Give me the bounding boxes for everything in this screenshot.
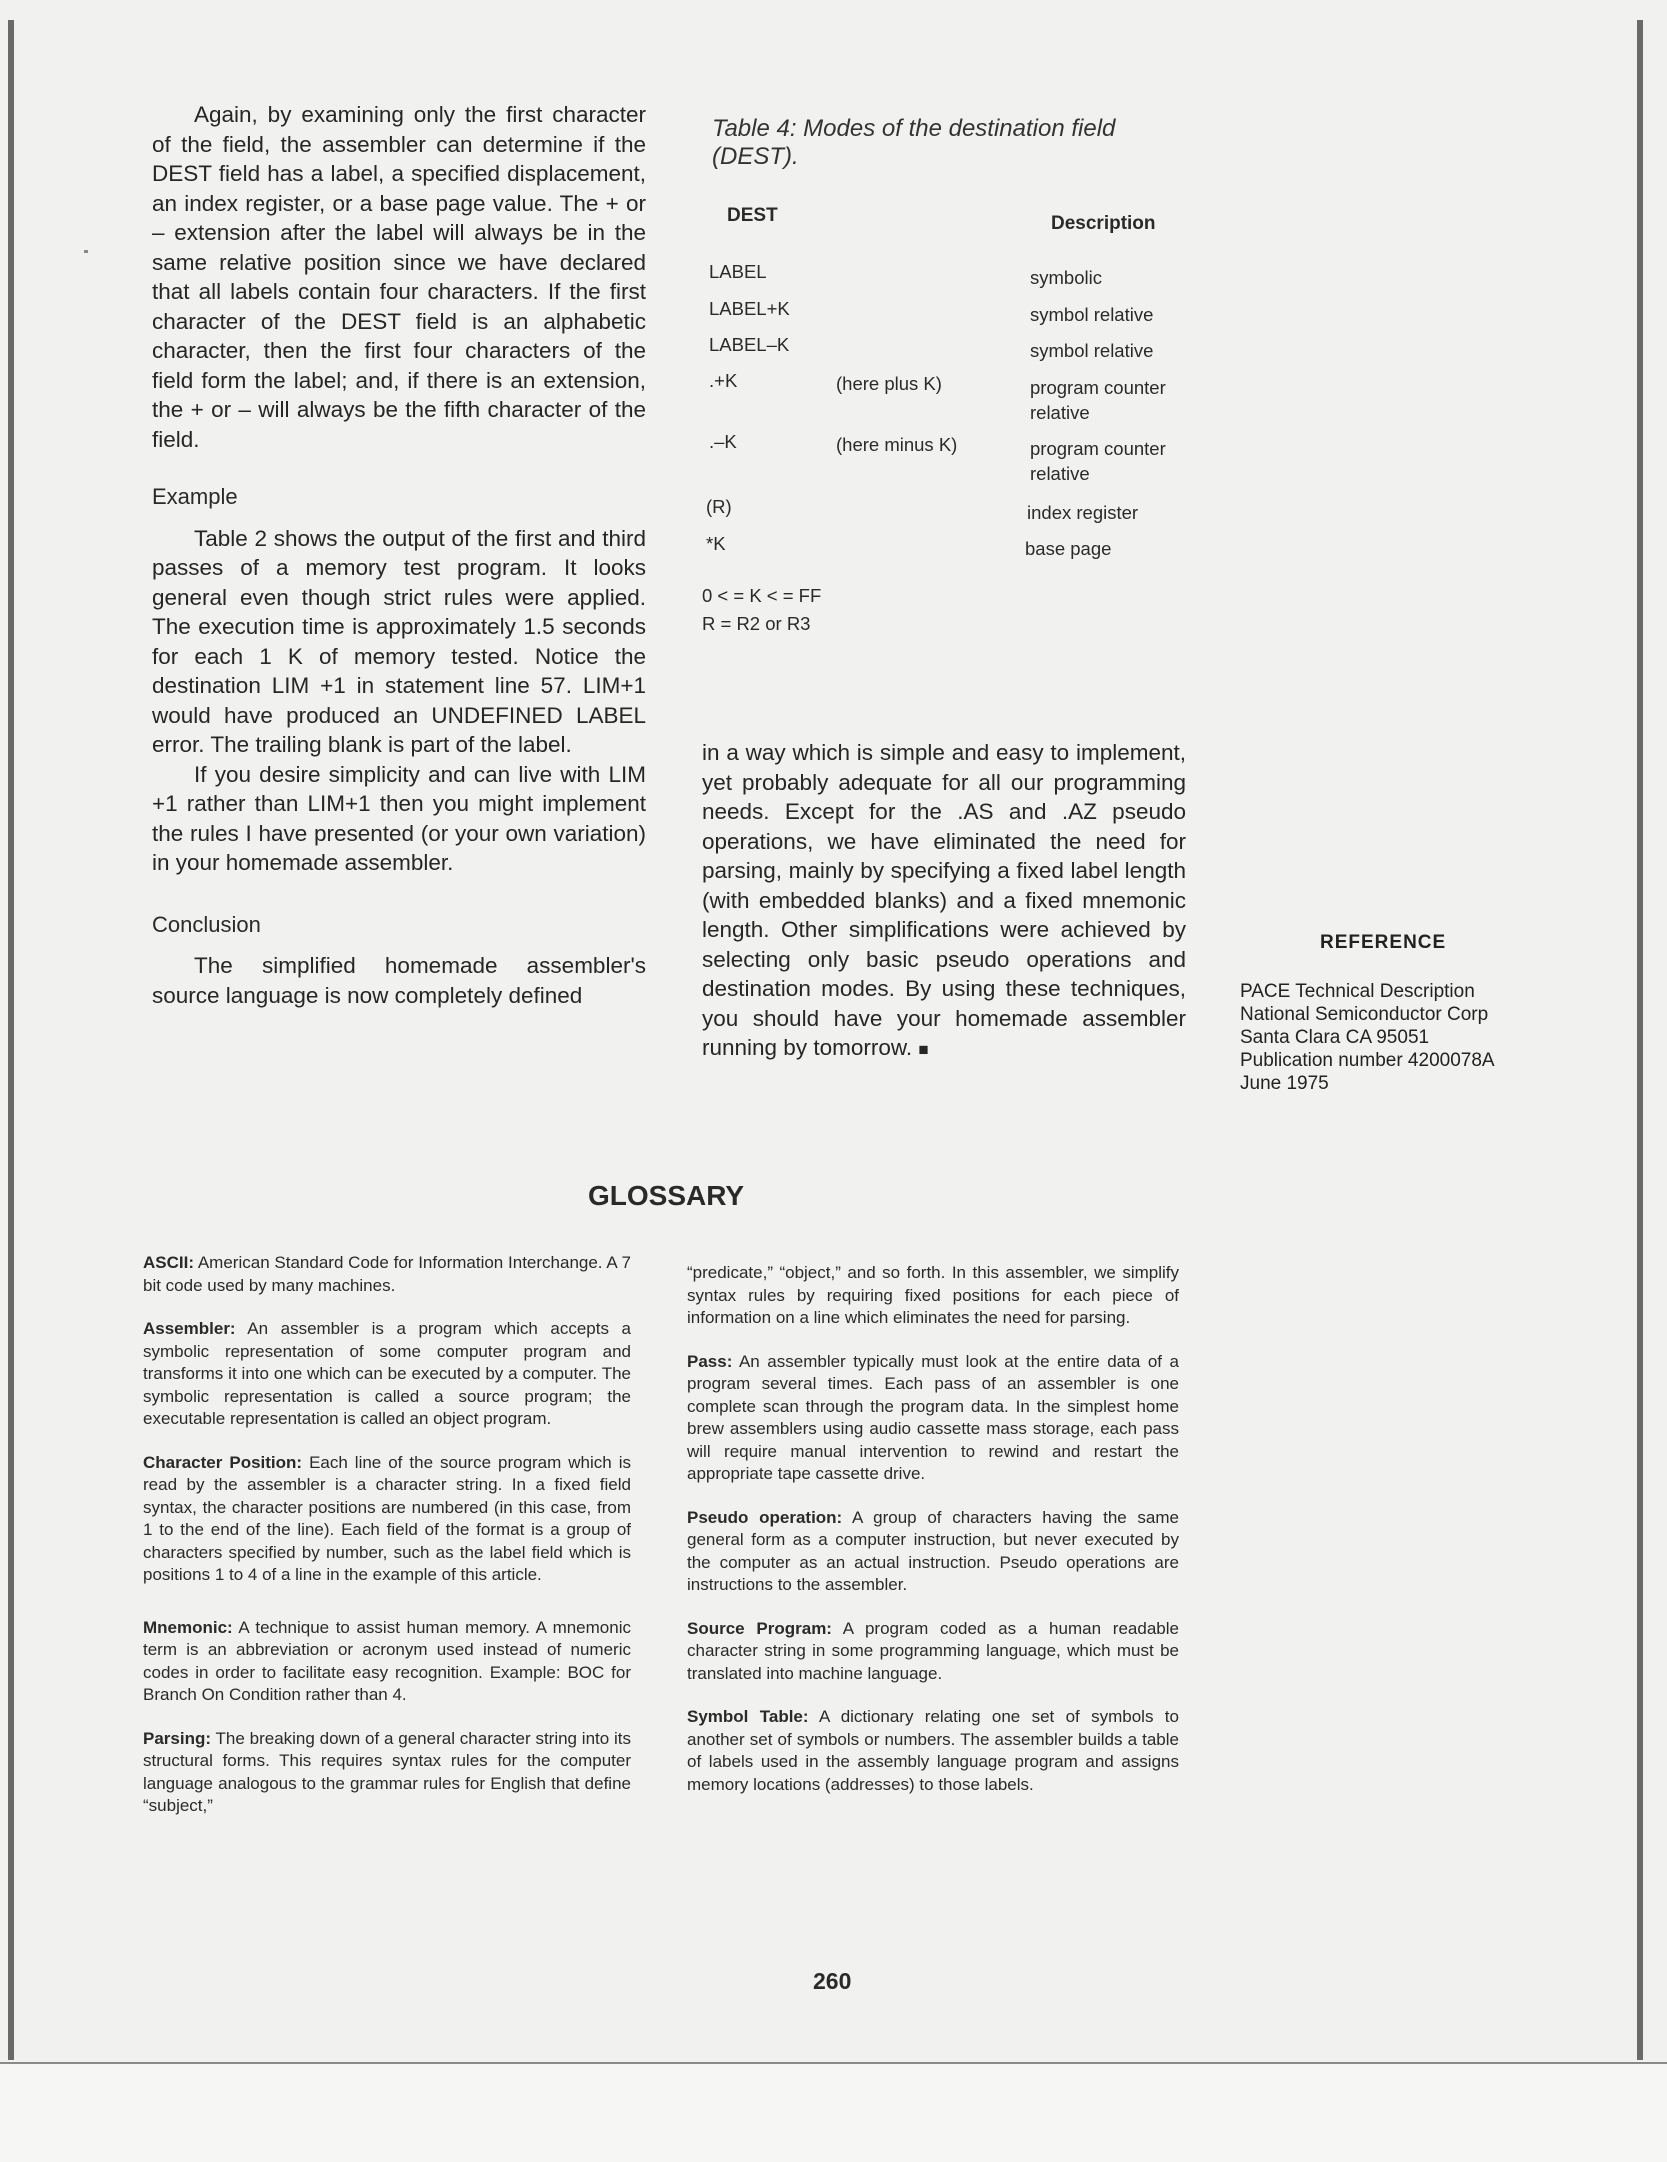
table-header-dest: DEST <box>727 205 778 226</box>
glossary-entry <box>687 1618 1179 1686</box>
glossary-term: Mnemonic: <box>143 1617 233 1637</box>
glossary-term: ASCII: <box>143 1253 194 1272</box>
glossary-term: Pseudo operation: <box>687 1507 843 1527</box>
table-header-description: Description <box>1051 213 1156 234</box>
table-row-dest: LABEL <box>709 261 767 282</box>
glossary-definition: A program coded as a human readable character string in some programming language, which must be translated into machine language. <box>687 1618 1179 1683</box>
reference-line: Publication number 4200078A <box>1240 1050 1495 1071</box>
glossary-entry <box>687 1706 1179 1796</box>
reference-line: National Semiconductor Corp <box>1240 1004 1489 1025</box>
table-row-desc: base page <box>1025 538 1112 559</box>
glossary-entry <box>143 1728 631 1818</box>
table-row-dest: .+K <box>709 370 738 391</box>
glossary-continuation: “predicate,” “object,” and so forth. In this assembler, we simplify syntax rules by requiring fixed positions for each piece of information on a line which eliminates the need for parsing. <box>687 1263 1179 1327</box>
table-row-desc: symbolic <box>1030 267 1102 288</box>
end-mark: ■ <box>918 1040 929 1059</box>
example-heading: Example <box>152 484 238 509</box>
glossary-right-column <box>687 1262 1179 1817</box>
glossary-definition: An assembler typically must look at the entire data of a program several times. Each pass of an assembler is one complete scan through the program data. In the simplest home brew assemblers using audio cassette mass storage, each pass will require manual intervention to rewind and restart the appropriate tape cassette drive. <box>687 1351 1179 1483</box>
glossary-entry <box>687 1507 1179 1597</box>
left-column <box>152 100 646 1010</box>
glossary-definition: Each line of the source program which is read by the assembler is a character string. In a fixed field syntax, the character positions are numbered (in this case, from 1 to the end of the line). Each field of the format is a group of characters specified by number, such as the label field which is positions 1 to 4 of a line in the example of this article. <box>143 1452 631 1584</box>
glossary-entry <box>143 1452 631 1587</box>
table-footnote-k-range: 0 < = K < = FF <box>702 585 822 606</box>
page-edge-left <box>8 20 14 2060</box>
glossary-definition: The breaking down of a general character string into its structural forms. This requires syntax rules for the computer language analogous to the grammar rules for English that define “subject,” <box>143 1728 632 1815</box>
glossary-left-column <box>143 1252 631 1839</box>
table-row-desc: symbol relative <box>1030 304 1154 325</box>
glossary-entry <box>687 1351 1179 1486</box>
stray-mark <box>84 250 88 253</box>
reference-line: Santa Clara CA 95051 <box>1240 1027 1430 1048</box>
glossary-entry <box>143 1318 631 1431</box>
paragraph-conclusion: The simplified homemade assembler's source language is now completely defined <box>152 953 646 1008</box>
table-row-desc: program counter relative <box>1030 377 1166 423</box>
glossary-definition: American Standard Code for Information Interchange. A 7 bit code used by many machines. <box>143 1253 631 1295</box>
paragraph-dest-field: Again, by examining only the first character of the field, the assembler can determine if the DEST field has a label, a specified displacement, an index register, or a base page value. The + or – extension after the label will always be in the same relative position since we have declared that all labels contain four characters. If the first character of the DEST field is an alphabetic character, then the first four characters of the field form the label; and, if there is an extension, the + or – will always be the fifth character of the field. <box>152 102 646 452</box>
reference-line: June 1975 <box>1240 1073 1329 1094</box>
glossary-term: Character Position: <box>143 1452 303 1472</box>
table-row-dest: .–K <box>709 431 737 452</box>
paragraph-simplicity: If you desire simplicity and can live with LIM +1 rather than LIM+1 then you might implement the rules I have presented (or your own variation) in your homemade assembler. <box>152 761 646 875</box>
glossary-entry <box>143 1617 631 1707</box>
glossary-definition: A group of characters having the same general form as a computer instruction, but never executed by the computer as an actual instruction. Pseudo operations are instructions to the assembler. <box>687 1507 1180 1594</box>
table-row-desc: index register <box>1027 502 1139 523</box>
table-row-desc: program counter relative <box>1030 438 1166 484</box>
glossary-term: Symbol Table: <box>687 1707 809 1726</box>
table-row-dest: *K <box>706 533 726 554</box>
paragraph-example: Table 2 shows the output of the first and third passes of a memory test program. It looks general even though strict rules were applied. The execution time is approximately 1.5 seconds for each 1 K of memory tested. Notice the destination LIM +1 in statement line 57. LIM+1 would have produced an UNDEFINED LABEL error. The trailing blank is part of the label. <box>152 525 646 757</box>
table-row-dest: (R) <box>706 496 732 517</box>
paragraph-conclusion-continued <box>702 738 1186 1065</box>
glossary-definition: An assembler is a program which accepts a symbolic representation of some computer program and transforms it into one which can be executed by a computer. The symbolic representation is called a source program; the executable representation is called an object program. <box>143 1319 631 1428</box>
reference-block <box>1240 932 1540 1095</box>
middle-column <box>702 738 1186 1065</box>
reference-title: REFERENCE <box>1320 932 1447 953</box>
glossary-term: Pass: <box>687 1351 733 1371</box>
table-caption: Table 4: Modes of the destination field (DEST). <box>712 115 1116 170</box>
glossary-term: Assembler: <box>143 1319 236 1338</box>
page-bottom-margin <box>0 2062 1667 2162</box>
table-row-desc: symbol relative <box>1030 340 1154 361</box>
glossary-entry <box>143 1252 631 1297</box>
table-row-dest: LABEL–K <box>709 334 790 355</box>
glossary-term: Parsing: <box>143 1728 212 1748</box>
page-edge-right <box>1637 20 1643 2060</box>
reference-line: PACE Technical Description <box>1240 981 1475 1002</box>
glossary-title: GLOSSARY <box>588 1180 745 1211</box>
table-row-dest: LABEL+K <box>709 298 790 319</box>
conclusion-heading: Conclusion <box>152 911 261 937</box>
glossary-definition: A dictionary relating one set of symbols to another set of symbols or numbers. The assembler builds a table of labels used in the assembly language program and assigns memory locations (addresses) to those labels. <box>687 1707 1179 1794</box>
reference-lines <box>1240 980 1540 1095</box>
table-row-note: (here minus K) <box>836 434 958 455</box>
page-number: 260 <box>813 1968 852 1994</box>
table-footnote-r: R = R2 or R3 <box>702 613 811 634</box>
table-row-note: (here plus K) <box>836 373 942 394</box>
glossary-definition: A technique to assist human memory. A mnemonic term is an abbreviation or acronym used instead of numeric codes in order to facilitate easy recognition. Example: BOC for Branch On Condition rather than 4. <box>143 1617 631 1704</box>
conclusion-text: in a way which is simple and easy to implement, yet probably adequate for all our programming needs. Except for the .AS and .AZ pseudo operations, we have eliminated the need for parsing, mainly by specifying a fixed label length (with embedded blanks) and a fixed mnemonic length. Other simplifications were achieved by selecting only basic pseudo operations and destination modes. By using these techniques, you should have your homemade assembler running by tomorrow. <box>702 740 1186 1060</box>
glossary-term: Source Program: <box>687 1618 832 1638</box>
